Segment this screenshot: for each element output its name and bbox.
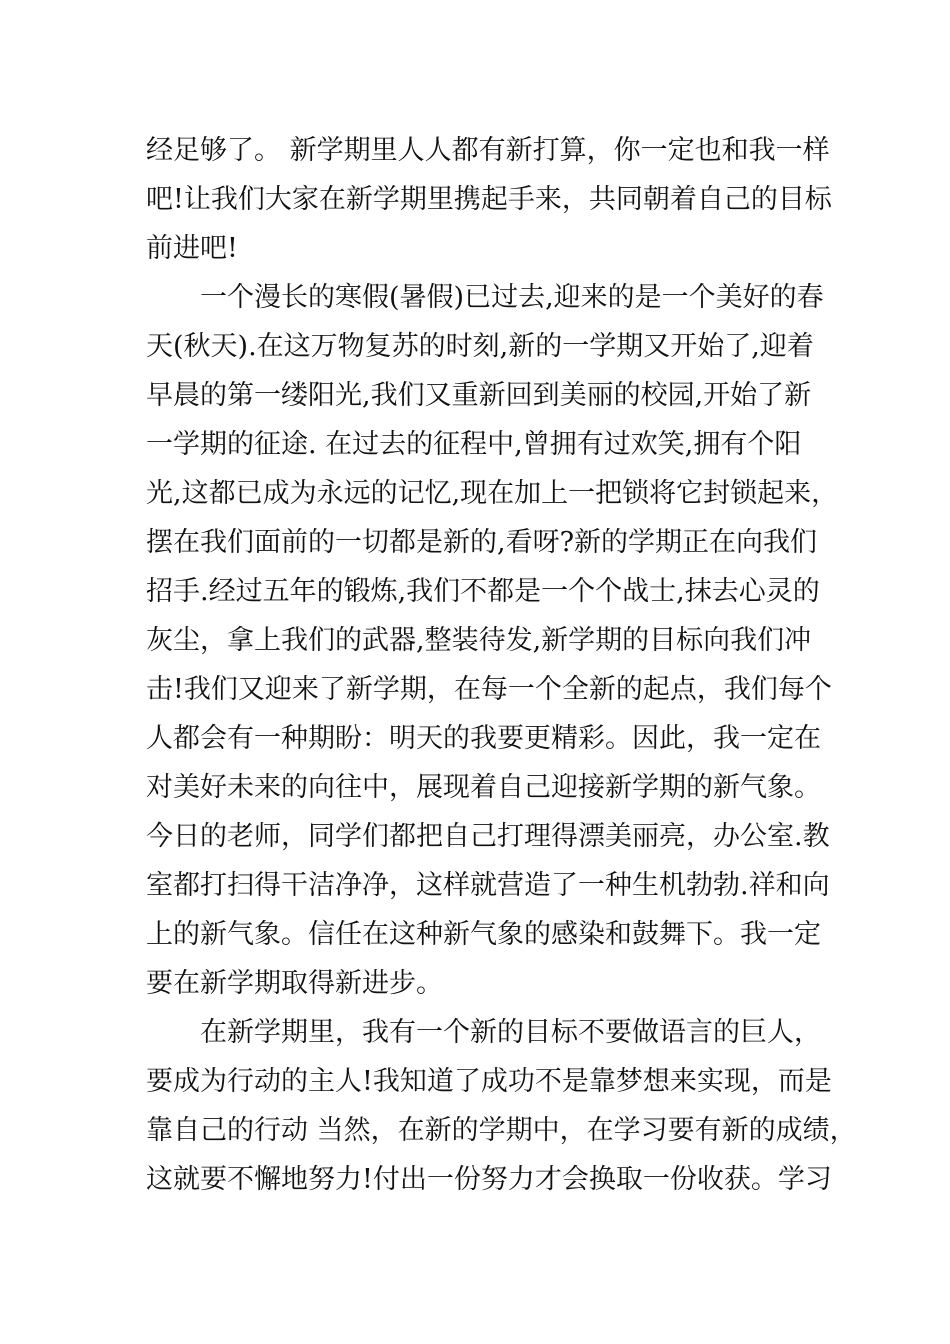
- text-line: 招手.经过五年的锻炼,我们不都是一个个战士,抹去心灵的: [146, 576, 820, 607]
- text-line: 光,这都已成为永远的记忆,现在加上一把锁将它封锁起来，: [146, 478, 839, 509]
- text-line: 对美好未来的向往中，展现着自己迎接新学期的新气象。: [146, 772, 821, 803]
- text-line: 上的新气象。信任在这种新气象的感染和鼓舞下。我一定: [146, 919, 821, 950]
- paragraph-start-line: 在新学期里，我有一个新的目标不要做语言的巨人，: [200, 1017, 821, 1048]
- text-line: 要成为行动的主人!我知道了成功不是靠梦想来实现，而是: [146, 1066, 832, 1097]
- text-line: 靠自己的行动 当然，在新的学期中，在学习要有新的成绩，: [146, 1115, 857, 1146]
- text-line: 经足够了。 新学期里人人都有新打算，你一定也和我一样: [146, 135, 830, 166]
- document-body: [146, 126, 857, 1204]
- text-line: 早晨的第一缕阳光,我们又重新回到美丽的校园,开始了新: [146, 380, 812, 411]
- text-line: 击!我们又迎来了新学期，在每一个全新的起点，我们每个: [146, 674, 832, 705]
- text-line: 天(秋天).在这万物复苏的时刻,新的一学期又开始了,迎着: [146, 331, 814, 362]
- text-line: 今日的老师，同学们都把自己打理得漂美丽亮，办公室.教: [146, 821, 830, 852]
- text-line: 人都会有一种期盼：明天的我要更精彩。因此，我一定在: [146, 723, 821, 754]
- text-line: 吧!让我们大家在新学期里携起手来，共同朝着自己的目标: [146, 184, 832, 215]
- text-line: 一学期的征途. 在过去的征程中,曾拥有过欢笑,拥有个阳: [146, 429, 802, 460]
- text-line: 摆在我们面前的一切都是新的,看呀?新的学期正在向我们: [146, 527, 818, 558]
- text-line: 要在新学期取得新进步。: [146, 968, 443, 999]
- text-line: 灰尘，拿上我们的武器,整装待发,新学期的目标向我们冲: [146, 625, 812, 656]
- text-line: 这就要不懈地努力!付出一份努力才会换取一份收获。学习: [146, 1164, 832, 1195]
- paragraph-start-line: 一个漫长的寒假(暑假)已过去,迎来的是一个美好的春: [200, 282, 824, 313]
- text-line: 前进吧!: [146, 233, 238, 264]
- text-line: 室都打扫得干洁净净，这样就营造了一种生机勃勃.祥和向: [146, 870, 830, 901]
